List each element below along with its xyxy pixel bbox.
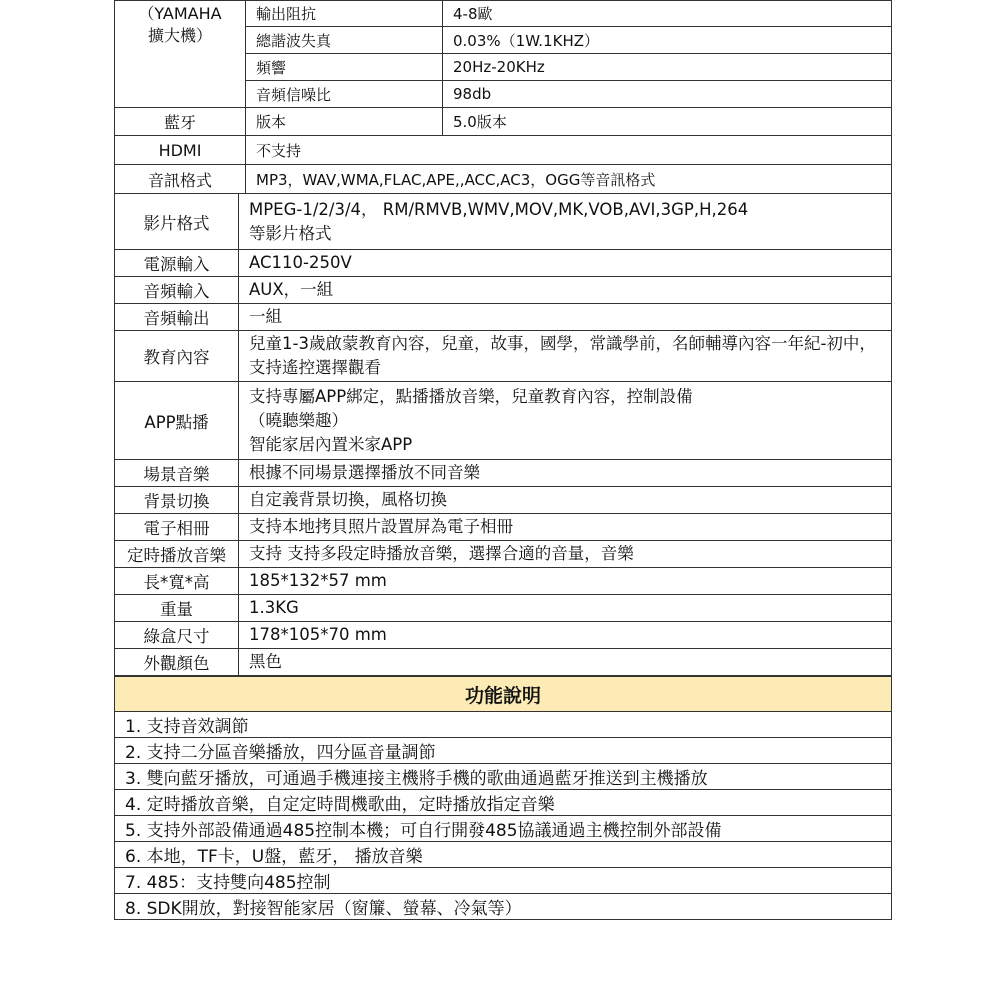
amp-label bbox=[115, 1, 246, 108]
spec-label: 影片格式 bbox=[115, 194, 239, 250]
spec-value-line: AC110-250V bbox=[249, 253, 352, 272]
audio-format-value: MP3，WAV,WMA,FLAC,APE,,ACC,AC3，OGG等音訊格式 bbox=[246, 165, 892, 194]
hdmi-value: 不支持 bbox=[246, 136, 892, 165]
spec-label: 音頻輸入 bbox=[115, 277, 239, 304]
spec-row bbox=[115, 541, 892, 568]
spec-value bbox=[239, 622, 892, 649]
amp-value: 0.03%（1W.1KHZ） bbox=[443, 27, 892, 54]
spec-label: APP點播 bbox=[115, 382, 239, 460]
features-title: 功能說明 bbox=[115, 677, 892, 712]
spec-value bbox=[239, 649, 892, 676]
spec-value-line: 黑色 bbox=[249, 652, 282, 671]
spec-value bbox=[239, 514, 892, 541]
spec-value bbox=[239, 250, 892, 277]
feature-item: 5. 支持外部設備通過485控制本機；可自行開發485協議通過主機控制外部設備 bbox=[115, 816, 892, 842]
spec-value-line: 一組 bbox=[249, 307, 282, 326]
bluetooth-value: 5.0版本 bbox=[443, 108, 892, 136]
spec-row bbox=[115, 331, 892, 382]
spec-value-line: 支持遙控選擇觀看 bbox=[249, 358, 381, 377]
spec-label: 電源輸入 bbox=[115, 250, 239, 277]
spec-row bbox=[115, 194, 892, 250]
spec-label: 電子相冊 bbox=[115, 514, 239, 541]
amp-value: 98db bbox=[443, 81, 892, 108]
bluetooth-key: 版本 bbox=[246, 108, 443, 136]
spec-row bbox=[115, 514, 892, 541]
audio-format-label: 音訊格式 bbox=[115, 165, 246, 194]
spec-value bbox=[239, 541, 892, 568]
spec-value bbox=[239, 194, 892, 250]
features-table bbox=[114, 676, 892, 920]
spec-value-line: 根據不同場景選擇播放不同音樂 bbox=[249, 463, 480, 482]
spec-row bbox=[115, 277, 892, 304]
spec-value-line: 智能家居內置米家APP bbox=[249, 434, 413, 454]
spec-value-line: 178*105*70 mm bbox=[249, 625, 387, 644]
feature-item: 6. 本地，TF卡，U盤，藍牙， 播放音樂 bbox=[115, 842, 892, 868]
spec-label: 音頻輸出 bbox=[115, 304, 239, 331]
amp-key: 頻響 bbox=[246, 54, 443, 81]
spec-value bbox=[239, 277, 892, 304]
amp-value: 20Hz-20KHz bbox=[443, 54, 892, 81]
amp-label-line2: 擴大機） bbox=[147, 26, 212, 45]
spec-row bbox=[115, 304, 892, 331]
amp-label-line1: （YAMAHA bbox=[138, 4, 222, 23]
spec-value-line: 185*132*57 mm bbox=[249, 571, 387, 590]
spec-label: 教育內容 bbox=[115, 331, 239, 382]
spec-row bbox=[115, 382, 892, 460]
spec-label: 場景音樂 bbox=[115, 460, 239, 487]
spec-row bbox=[115, 595, 892, 622]
spec-value bbox=[239, 460, 892, 487]
spec-table-top bbox=[114, 0, 892, 194]
spec-label: 定時播放音樂 bbox=[115, 541, 239, 568]
spec-value-line: 支持本地拷貝照片設置屏為電子相冊 bbox=[249, 517, 513, 536]
spec-value-line: 1.3KG bbox=[249, 598, 299, 617]
spec-value-line: 自定義背景切換，風格切換 bbox=[249, 490, 447, 509]
amp-value: 4-8歐 bbox=[443, 1, 892, 27]
amp-key: 輸出阻抗 bbox=[246, 1, 443, 27]
spec-value bbox=[239, 382, 892, 460]
feature-item: 2. 支持二分區音樂播放，四分區音量調節 bbox=[115, 738, 892, 764]
hdmi-label: HDMI bbox=[115, 136, 246, 165]
feature-item: 4. 定時播放音樂，自定定時間機歌曲，定時播放指定音樂 bbox=[115, 790, 892, 816]
spec-value bbox=[239, 487, 892, 514]
spec-row bbox=[115, 568, 892, 595]
feature-item: 7. 485：支持雙向485控制 bbox=[115, 868, 892, 894]
feature-item: 3. 雙向藍牙播放，可通過手機連接主機將手機的歌曲通過藍牙推送到主機播放 bbox=[115, 764, 892, 790]
spec-value-line: 等影片格式 bbox=[249, 223, 332, 243]
spec-row bbox=[115, 649, 892, 676]
spec-row bbox=[115, 622, 892, 649]
spec-label: 綠盒尺寸 bbox=[115, 622, 239, 649]
feature-item: 8. SDK開放，對接智能家居（窗簾、螢幕、冷氣等） bbox=[115, 894, 892, 920]
spec-table-main bbox=[114, 193, 892, 676]
feature-item: 1. 支持音效調節 bbox=[115, 712, 892, 738]
spec-value-line: MPEG-1/2/3/4， RM/RMVB,WMV,MOV,MK,VOB,AVI,3GP,H,264 bbox=[249, 199, 749, 219]
spec-row bbox=[115, 460, 892, 487]
spec-value-line: 兒童1-3歲啟蒙教育內容，兒童，故事，國學，常識學前，名師輔導內容一年紀-初中， bbox=[249, 334, 876, 353]
spec-value-line: AUX，一組 bbox=[249, 280, 334, 299]
bluetooth-label: 藍牙 bbox=[115, 108, 246, 136]
spec-row bbox=[115, 487, 892, 514]
spec-row bbox=[115, 250, 892, 277]
spec-label: 長*寬*高 bbox=[115, 568, 239, 595]
spec-value-line: 支持專屬APP綁定，點播播放音樂，兒童教育內容，控制設備 bbox=[249, 386, 693, 406]
amp-key: 音頻信噪比 bbox=[246, 81, 443, 108]
spec-value-line: （曉聽樂趣） bbox=[249, 410, 348, 430]
spec-label: 外觀顏色 bbox=[115, 649, 239, 676]
spec-value-line: 支持 支持多段定時播放音樂，選擇合適的音量，音樂 bbox=[249, 544, 634, 563]
amp-key: 總諧波失真 bbox=[246, 27, 443, 54]
spec-label: 背景切換 bbox=[115, 487, 239, 514]
spec-value bbox=[239, 331, 892, 382]
spec-value bbox=[239, 595, 892, 622]
spec-label: 重量 bbox=[115, 595, 239, 622]
spec-value bbox=[239, 304, 892, 331]
spec-value bbox=[239, 568, 892, 595]
